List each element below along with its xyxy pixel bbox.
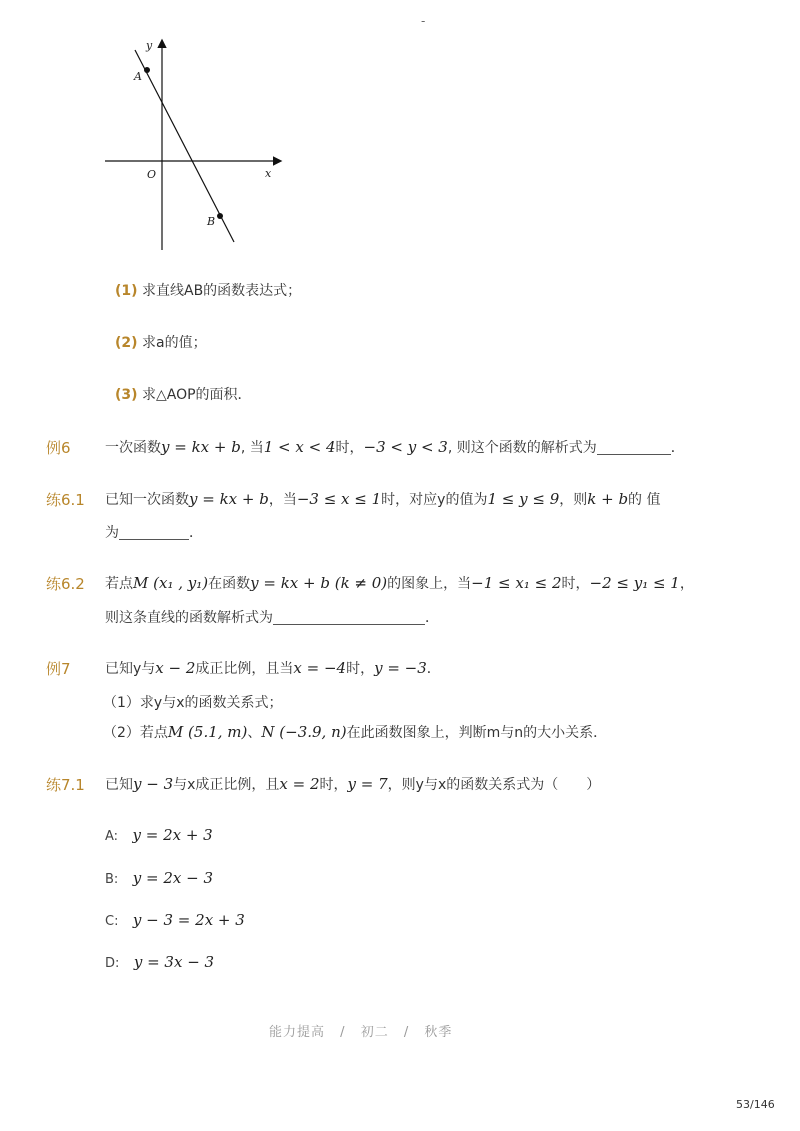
point-b [217, 213, 223, 219]
example-7-label: 例7 [46, 660, 71, 678]
example-7-line1: 已知y与x − 2成正比例，且当x = −4时，y = −3． [105, 659, 441, 677]
example-6-text: 一次函数y = kx + b, 当1 < x < 4时，−3 < y < 3, 则这个函数的解析式为 ． [105, 438, 685, 456]
option-c[interactable]: C: y − 3 = 2x + 3 [105, 911, 245, 929]
point-a-label: A [134, 70, 142, 83]
answer-blank [597, 440, 671, 455]
answer-blank [119, 525, 189, 540]
option-a[interactable]: A: y = 2x + 3 [105, 826, 213, 844]
prev-question-1: (1) 求直线AB的函数表达式； [115, 283, 302, 299]
practice-7-1-text: 已知y − 3与x成正比例，且x = 2时，y = 7，则y与x的函数关系式为（ ） [105, 775, 601, 793]
example-6-label: 例6 [46, 439, 71, 457]
x-axis-label: x [265, 167, 272, 180]
example-7-q1: （1）求y与x的函数关系式； [103, 695, 283, 711]
practice-6-1-label: 练6.1 [46, 491, 85, 509]
y-axis-label: y [146, 39, 153, 52]
answer-blank [273, 610, 425, 625]
option-d[interactable]: D: y = 3x − 3 [105, 953, 215, 971]
practice-7-1-label: 练7.1 [46, 776, 85, 794]
page-number: 53/146 [736, 1098, 775, 1111]
example-7-q2: （2）若点M (5.1, m)、N (−3.9, n)在此函数图象上，判断m与n的大小关系． [103, 723, 608, 741]
top-mark: - [421, 14, 426, 28]
option-b[interactable]: B: y = 2x − 3 [105, 869, 213, 887]
origin-label: O [147, 168, 157, 181]
practice-6-2-label: 练6.2 [46, 575, 85, 593]
prev-question-3: (3) 求△AOP的面积． [115, 387, 252, 403]
footer-course: 能力提高 / 初二 / 秋季 [269, 1025, 453, 1040]
practice-6-2-line2: 则这条直线的函数解析式为 ． [105, 610, 439, 626]
point-b-label: B [207, 215, 216, 228]
point-a [144, 67, 150, 73]
prev-question-2: (2) 求a的值； [115, 335, 207, 351]
coordinate-graph [100, 35, 300, 255]
practice-6-1-line2: 为 ． [105, 525, 203, 541]
practice-6-1-line1: 已知一次函数y = kx + b，当−3 ≤ x ≤ 1时，对应y的值为1 ≤ y ≤ 9，则k + b的 值 [105, 490, 661, 508]
practice-6-2-line1: 若点M (x₁ , y₁)在函数y = kx + b (k ≠ 0)的图象上，当−1 ≤ x₁ ≤ 2时，−2 ≤ y₁ ≤ 1， [105, 574, 694, 592]
